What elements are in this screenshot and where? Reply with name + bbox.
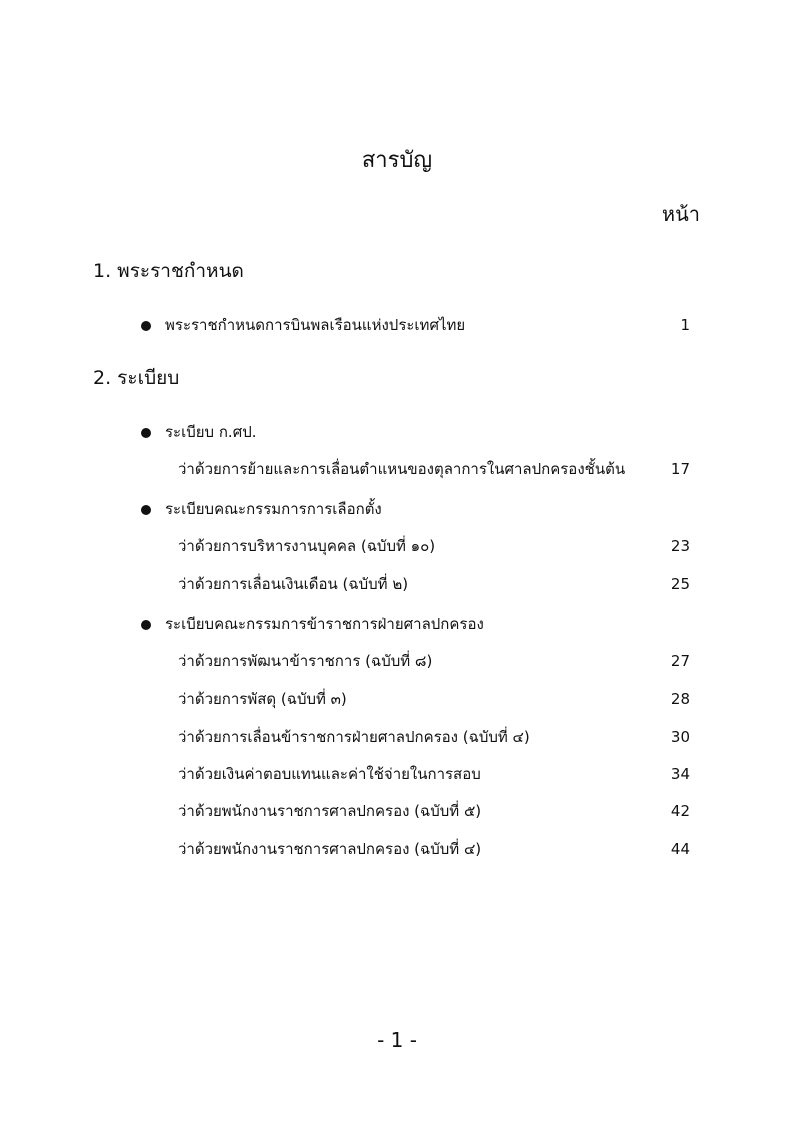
- toc-entry: ว่าด้วยการพัสดุ (ฉบับที่ ๓): [178, 690, 347, 708]
- page-footer-number: - 1 -: [377, 1028, 417, 1052]
- bullet-icon: [141, 620, 151, 630]
- page-number: 27: [670, 652, 690, 670]
- toc-entry: ว่าด้วยการย้ายและการเลื่อนตำแหนของตุลาการในศาลปกครองชั้นต้น: [178, 460, 626, 478]
- toc-group: ระเบียบคณะกรรมการการเลือกตั้ง: [165, 500, 382, 518]
- page-number: 1: [680, 316, 690, 334]
- page-number: 17: [670, 460, 690, 478]
- toc-entry: ว่าด้วยการพัฒนาข้าราชการ (ฉบับที่ ๘): [178, 652, 433, 670]
- page-number: 25: [670, 575, 690, 593]
- section-heading: 2. ระเบียบ: [93, 367, 180, 389]
- toc-entry: พระราชกำหนดการบินพลเรือนแห่งประเทศไทย: [165, 316, 466, 334]
- bullet-icon: [141, 505, 151, 515]
- page-number: 34: [670, 765, 690, 783]
- toc-entry: ว่าด้วยการเลื่อนเงินเดือน (ฉบับที่ ๒): [178, 575, 409, 593]
- bullet-icon: [141, 428, 151, 438]
- toc-group: ระเบียบ ก.ศป.: [165, 423, 257, 441]
- page-title: สารบัญ: [361, 148, 433, 173]
- toc-entry: ว่าด้วยเงินค่าตอบแทนและค่าใช้จ่ายในการสอบ: [178, 765, 481, 783]
- bullet-icon: [141, 321, 151, 331]
- toc-entry: ว่าด้วยพนักงานราชการศาลปกครอง (ฉบับที่ ๔): [178, 840, 482, 858]
- page-number: 44: [670, 840, 690, 858]
- toc-entry: ว่าด้วยพนักงานราชการศาลปกครอง (ฉบับที่ ๕): [178, 802, 482, 820]
- toc-group: ระเบียบคณะกรรมการข้าราชการฝ่ายศาลปกครอง: [165, 615, 484, 633]
- toc-entry: ว่าด้วยการเลื่อนข้าราชการฝ่ายศาลปกครอง (ฉบับที่ ๔): [178, 728, 530, 746]
- page-number: 28: [670, 690, 690, 708]
- page-number: 42: [670, 802, 690, 820]
- section-heading: 1. พระราชกำหนด: [93, 260, 244, 282]
- page-column-label: หน้า: [661, 202, 700, 226]
- toc-entry: ว่าด้วยการบริหารงานบุคคล (ฉบับที่ ๑๐): [178, 537, 436, 555]
- page-number: 30: [670, 728, 690, 746]
- page-number: 23: [670, 537, 690, 555]
